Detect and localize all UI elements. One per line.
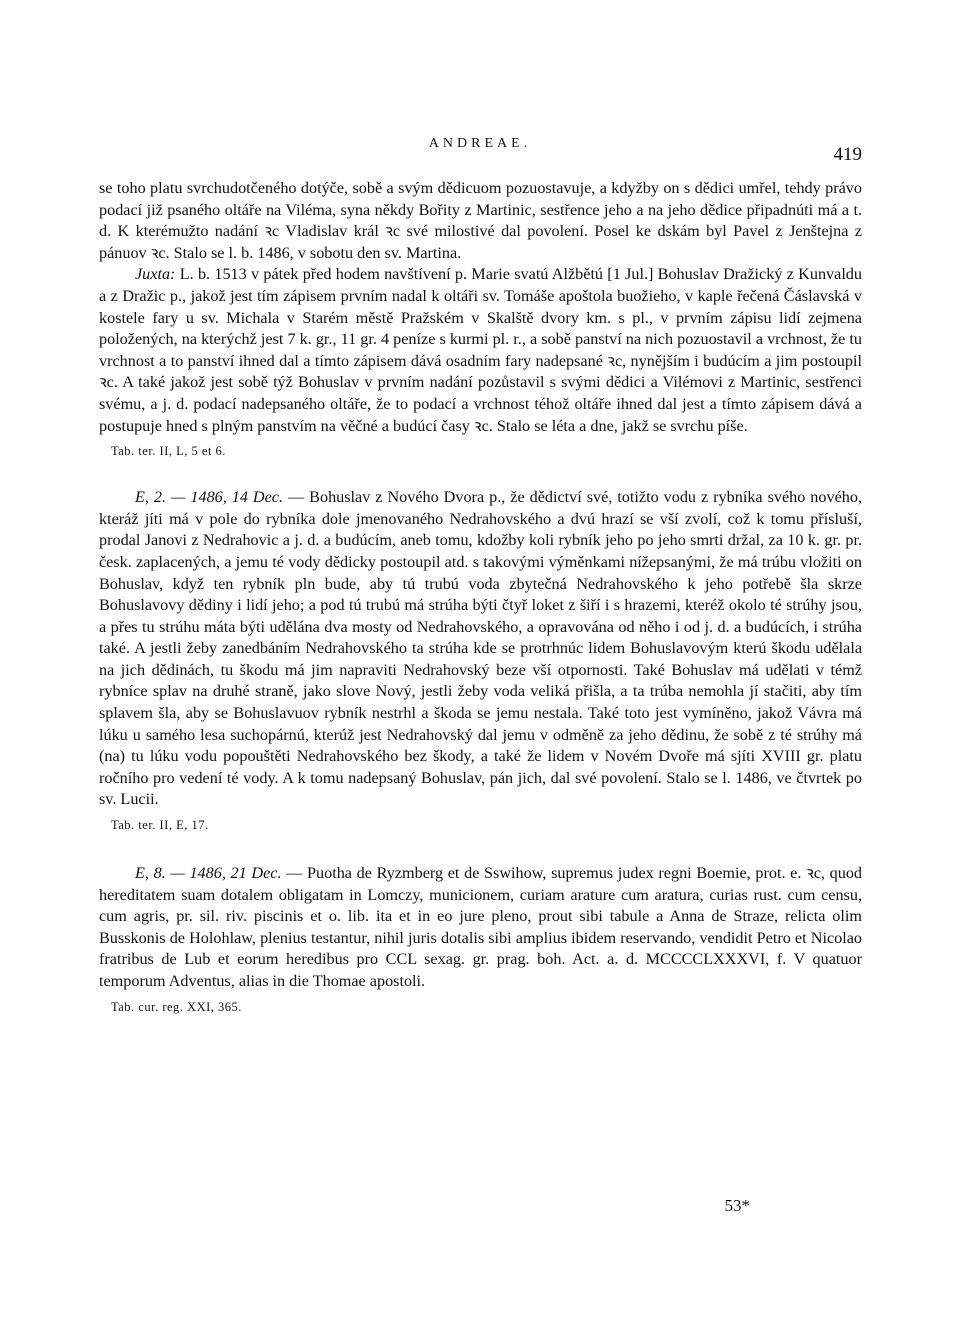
- page-number: 419: [833, 144, 862, 165]
- paragraph-juxta: [99, 264, 862, 437]
- source-citation: Tab. ter. II, E, 17.: [111, 818, 209, 833]
- entry-text: — Bohuslav z Nového Dvora p., že dědictví své, totižto vodu z rybníka svého nového, kteráž jíti má v pole do rybníka dole jmenovaného Nedrahovského a dvú hrazí se vší zvolí, což k tomu přísluší, prodal Janovi z Nedrahovic a j. d. a budúcím, aneb tomu, kdožby koli rybník jeho po jeho smrti držal, za 10 k. gr. pr. česk. zaplacených, a jemu té vody dědicky postoupil atd. s takovými výměnkami nížepsanými, že má trúbu vložiti on Bohuslav, když ten rybník pln bude, aby tú trubú voda zbytečná Nedrahovského k jeho potřebě šla skrze Bohuslavovy dědiny i lidí jeho; a pod tú trubú má strúha býti čtyř loket z šiří i s hrazemi, kteréž okolo té strúhy jsou, a přes tu strúhu máta býti udělána dva mosty od Nedrahovského, a opravována od něho i od j. d. a budúcích, i strúha také. A jestli žeby zanedbáním Nedrahovského ta strúha kde se protrhnúc lidem Bohuslavovým kterú škodu udělala na jich dědinách, tu škodu má jim napraviti Nedrahovský beze vší otpornosti. Také Bohuslav má udělati v témž rybníce splav na druhé straně, jako slove Nový, jestli žeby voda veliká přišla, a ta trúba nemohla jí stačiti, aby tím splavem šla, aby se Bohuslavuov rybník nestrhl a škoda se jemu nestala. Také toto jest vymíněno, jakož Vávra má lúku u samého lesa suchopárnú, kterúž jest Nedrahovský dal jemu v odměně za jeho dědinu, že sobě z té strúhy má (na) tu lúku vodu popouštěti Nedrahovského bez škody, a také že lidem v Novém Dvoře má sjíti XVIII gr. platu ročního pro vedení té vody. A k tomu nadepsaný Bohuslav, pán jich, dal své povolení. Stalo se l. 1486, ve čtvrtek po sv. Lucii.: [99, 488, 863, 809]
- entry-heading: E, 2. — 1486, 14 Dec.: [135, 488, 284, 507]
- source-citation: Tab. ter. II, L, 5 et 6.: [111, 444, 226, 459]
- spacer: [99, 833, 862, 863]
- page-body: [99, 178, 862, 1015]
- paragraph-lead: Juxta:: [135, 265, 176, 284]
- signature-mark: 53*: [724, 1196, 750, 1215]
- paragraph-text: L. b. 1513 v pátek před hodem navštívení p. Marie svatú Alžbětú [1 Jul.] Bohuslav Dražický z Kunvaldu a z Dražic p., jakož jest tím zápisem prvním nadal k oltáři sv. Tomáše apoštola buožieho, v kaple řečená Čáslavská v kostele fary u sv. Michala v Starém městě Pražském v Skalště dvory km. s pl., v prvním zápisu lidí zejmena položených, na kterýchž jest 7 k. gr., 11 gr. 4 peníze s kurmi pl. r., a sobě panství na nich pozuostavil a vrchnost, že tu vrchnost a to panství ihned dal a tímto zápisem dává osadním fary nadepsané ꝛc, nynějším i budúcím a jim postoupil ꝛc. A také jakož jest sobě týž Bohuslav v prvním nadání pozůstavil s svými dědici a Vilémovi z Martinic, sestřenci svému, a j. d. podací nadepsaného oltáře, že to podací a vrchnost téhož oltáře ihned dal jest a tímto zápisem dává a postupuje hned s plným panstvím na věčné a budúcí časy ꝛc. Stalo se léta a dne, jakž se svrchu píše.: [99, 265, 862, 435]
- running-head: ANDREAE.: [428, 136, 532, 151]
- entry-e8: [99, 863, 862, 993]
- spacer: [99, 459, 862, 487]
- paragraph-text: se toho platu svrchudotčeného dotýče, sobě a svým dědicuom pozuostavuje, a kdyžby on s dědici umřel, tehdy právo podací již psaného oltáře na Viléma, syna někdy Bořity z Martinic, sestřence jeho a na jeho dědice připadnúti má a t. d. K kterémužto nadání ꝛc Vladislav král ꝛc své milostivé dal povolení. Posel ke dskám byl Pavel z Jenštejna z pánuov ꝛc. Stalo se l. b. 1486, v sobotu den sv. Martina.: [99, 179, 862, 262]
- entry-e2: [99, 487, 862, 811]
- entry-heading: E, 8. — 1486, 21 Dec.: [135, 864, 282, 883]
- entry-text: — Puotha de Ryzmberg et de Sswihow, supremus judex regni Boemie, prot. e. ꝛc, quod hereditatem suam dotalem obligatam in Lomczy, municionem, curiam arature cum aratura, curias rust. cum censu, cum agris, pr. sil. riv. piscinis et o. lib. ita et in eo jure pleno, prout sibi tabule a Anna de Straze, relicta olim Busskonis de Holohlaw, plenius testantur, nihil juris dotalis sibi amplius ibidem reservando, vendidit Petro et Nicolao fratribus de Lub et eorum heredibus pro CCL sexag. gr. prag. boh. Act. a. d. MCCCCLXXXVI, f. V quatuor temporum Adventus, alias in die Thomae apostoli.: [99, 864, 863, 990]
- source-citation: Tab. cur. reg. XXI, 365.: [111, 999, 242, 1014]
- paragraph-continuation: [99, 178, 862, 264]
